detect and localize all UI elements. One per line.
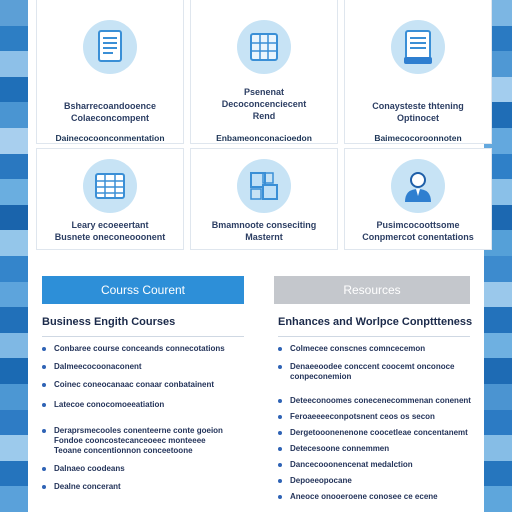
card-line: Pusimcocoottsome (376, 220, 460, 230)
stripe (484, 358, 512, 384)
courses-divider (42, 336, 244, 337)
list-item-text: Detecesoone connemmen (290, 444, 390, 453)
stripe (0, 486, 28, 512)
stripe (0, 51, 28, 77)
resources-title: Enhances and Worlpce Conpttteness (278, 316, 473, 328)
card-line: Conpmercot conentations (362, 232, 474, 242)
card-line: Optinocet (397, 113, 439, 123)
card-meta: Dainecocoonconmentation (55, 133, 165, 143)
card-line: Busnete oneconeooonent (54, 232, 166, 242)
stripe (0, 26, 28, 52)
stripe (0, 410, 28, 436)
stripe (0, 435, 28, 461)
document-stack-icon (391, 20, 445, 74)
card-line: Rend (252, 111, 276, 121)
card-line: Colaeconcompent (70, 113, 149, 123)
document-icon (83, 20, 137, 74)
stripe (0, 154, 28, 180)
card-line: Leary ecoeeertant (71, 220, 149, 230)
course-card-4[interactable] (36, 148, 184, 250)
list-item[interactable] (42, 464, 244, 474)
card-title (349, 100, 487, 124)
stripe (0, 77, 28, 103)
stripe (484, 256, 512, 282)
resources-list (278, 344, 474, 508)
list-item-text: Feroaeeeeconpotsnent ceos os secon (290, 412, 435, 421)
card-line: Bsharrecoandooence (63, 101, 157, 111)
list-item[interactable] (42, 426, 244, 456)
stripe (0, 179, 28, 205)
card-meta: Enbameonconacioedon (216, 133, 312, 143)
stripe (484, 435, 512, 461)
stripe (0, 282, 28, 308)
stripe (0, 256, 28, 282)
list-item-text: Coinec coneocanaac conaar conbatainent (54, 380, 215, 389)
stripe (0, 358, 28, 384)
stripe (0, 384, 28, 410)
courses-tab[interactable]: Courss Courent (42, 276, 244, 304)
list-item[interactable] (278, 344, 474, 354)
list-item-text: Denaeeoodee conccent coocemt onconoce (290, 362, 455, 371)
stripe (484, 333, 512, 359)
stripe (0, 461, 28, 487)
list-item-text: Latecoe conocomoeeatiation (54, 400, 165, 409)
list-item-text: Dalmeecocoonaconent (54, 362, 142, 371)
stripe (484, 282, 512, 308)
stripe (0, 230, 28, 256)
list-item-text: Aneoce onooeroene conosee ce ecene (290, 492, 438, 501)
list-item[interactable] (278, 460, 474, 470)
card-title (195, 86, 333, 122)
list-item[interactable] (278, 492, 474, 502)
list-item[interactable] (42, 380, 244, 390)
list-item-text: Dealne concerant (54, 482, 121, 491)
stripe (0, 0, 28, 26)
stripe (484, 307, 512, 333)
list-item-text: Dergetooonenenone coocetleae concentanemt (290, 428, 468, 437)
spreadsheet-icon (83, 159, 137, 213)
list-item-text: Fondoe cooncostecanceoeec monteeee (54, 436, 206, 445)
card-title (41, 100, 179, 124)
stripe (484, 461, 512, 487)
list-item-text: Dancecooonencenat medalction (290, 460, 413, 469)
list-item[interactable] (278, 476, 474, 486)
list-item-text: Deraprsmecooles conenteerne conte goeion (54, 426, 223, 435)
list-item[interactable] (278, 444, 474, 454)
list-item-text: Dalnaeo coodeans (54, 464, 125, 473)
list-item[interactable] (278, 428, 474, 438)
card-title (195, 219, 333, 243)
list-item[interactable] (278, 396, 474, 406)
list-item-text: conpeconemion (290, 372, 352, 381)
card-title (41, 219, 179, 243)
list-item-text: Depoeeopocane (290, 476, 352, 485)
list-item[interactable] (42, 362, 244, 372)
list-item[interactable] (278, 362, 474, 382)
course-card-2[interactable] (190, 0, 338, 144)
person-icon (391, 159, 445, 213)
list-item-text: Deteeconoomes conecenecommenan conenent (290, 396, 471, 405)
grid-document-icon (237, 20, 291, 74)
course-card-3[interactable] (344, 0, 492, 144)
list-item[interactable] (42, 482, 244, 492)
course-card-6[interactable] (344, 148, 492, 250)
list-item-text: Conbaree course conceands connecotations (54, 344, 225, 353)
stripe (0, 333, 28, 359)
stripe (484, 384, 512, 410)
stripe (0, 102, 28, 128)
course-card-5[interactable] (190, 148, 338, 250)
list-item-text: Teoane concentionnon conceetoone (54, 446, 193, 455)
card-line: Conaysteste thtening (372, 101, 464, 111)
resources-divider (278, 336, 470, 337)
list-item-text: Colmecee conscnes comncecemon (290, 344, 426, 353)
courses-list (42, 344, 244, 500)
card-line: Decoconcenciecent (221, 99, 307, 109)
courses-title: Business Engith Courses (42, 316, 176, 328)
stripe (0, 205, 28, 231)
stripe (0, 307, 28, 333)
card-line: Psenenat (243, 87, 285, 97)
stripe (484, 410, 512, 436)
resources-tab[interactable]: Resources (274, 276, 470, 304)
card-title (349, 219, 487, 243)
card-line: Masternt (245, 232, 283, 242)
card-line: Bmamnoote conseciting (211, 220, 317, 230)
stripe (484, 486, 512, 512)
list-item[interactable] (42, 344, 244, 354)
left-decorative-stripes (0, 0, 28, 512)
card-meta: Baimecocoroonnoten (374, 133, 462, 143)
stripe (0, 128, 28, 154)
network-grid-icon (237, 159, 291, 213)
list-item[interactable] (42, 400, 244, 410)
list-item[interactable] (278, 412, 474, 422)
page-content (28, 0, 484, 512)
course-card-1[interactable] (36, 0, 184, 144)
